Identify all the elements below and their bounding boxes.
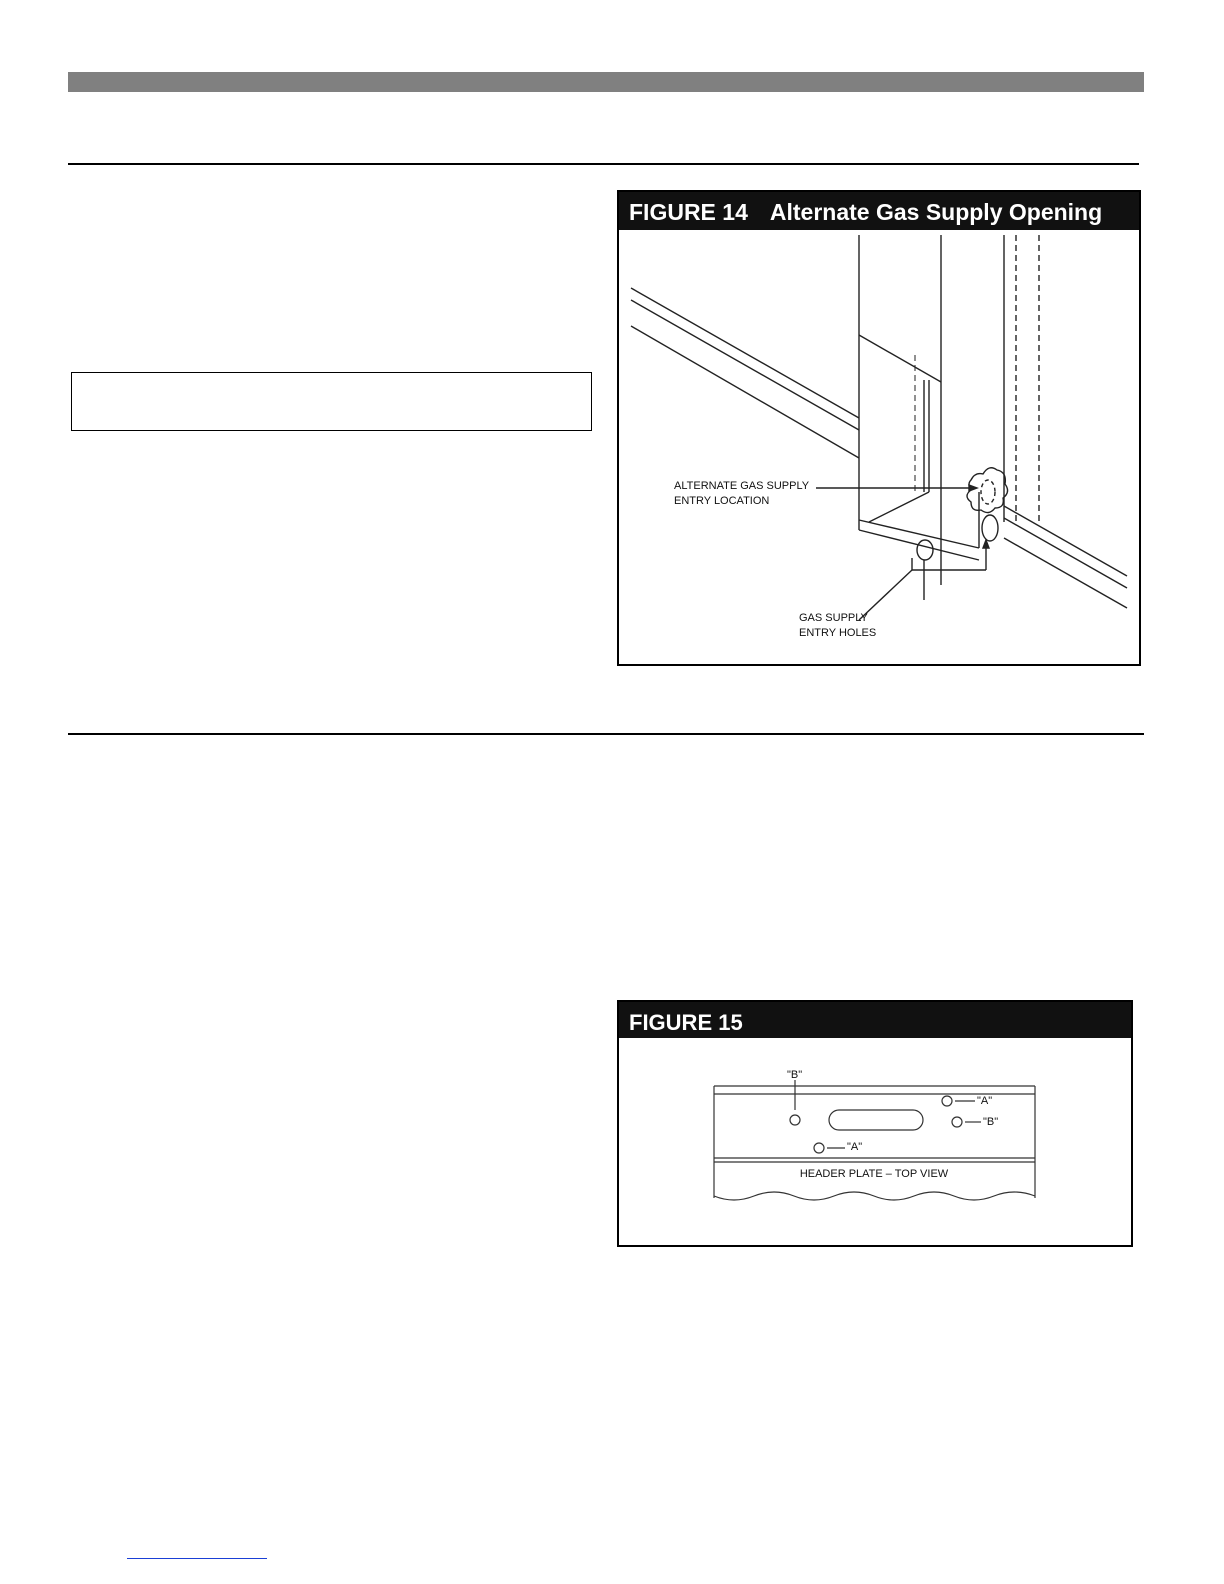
figure-14-title: Alternate Gas Supply Opening [769, 199, 1103, 225]
figure-14-number: FIGURE 14 [629, 199, 748, 225]
label-b-right: "B" [983, 1116, 999, 1128]
figure-14-drawing [619, 230, 1139, 664]
label-b-top: "B" [787, 1069, 803, 1081]
figure-15 [617, 1000, 1133, 1247]
footer-link-underline[interactable] [127, 1558, 267, 1559]
section-divider-top [68, 163, 1139, 165]
figure-15-number: FIGURE 15 [629, 1010, 743, 1035]
callout-holes-line2: ENTRY HOLES [799, 627, 877, 639]
figure-14-header [619, 192, 1139, 230]
callout-holes-line1: GAS SUPPLY [799, 612, 868, 624]
figure-14 [617, 190, 1141, 666]
figure-15-drawing [619, 1038, 1131, 1245]
label-a-upper: "A" [977, 1095, 993, 1107]
figure-15-header [619, 1002, 1131, 1038]
callout-alternate-line2: ENTRY LOCATION [674, 495, 770, 507]
label-a-lower: "A" [847, 1141, 863, 1153]
note-box [71, 372, 592, 431]
header-plate-caption: HEADER PLATE – TOP VIEW [799, 1168, 949, 1180]
header-bar [68, 72, 1144, 92]
callout-alternate-line1: ALTERNATE GAS SUPPLY [674, 480, 810, 492]
section-divider-middle [68, 733, 1144, 735]
